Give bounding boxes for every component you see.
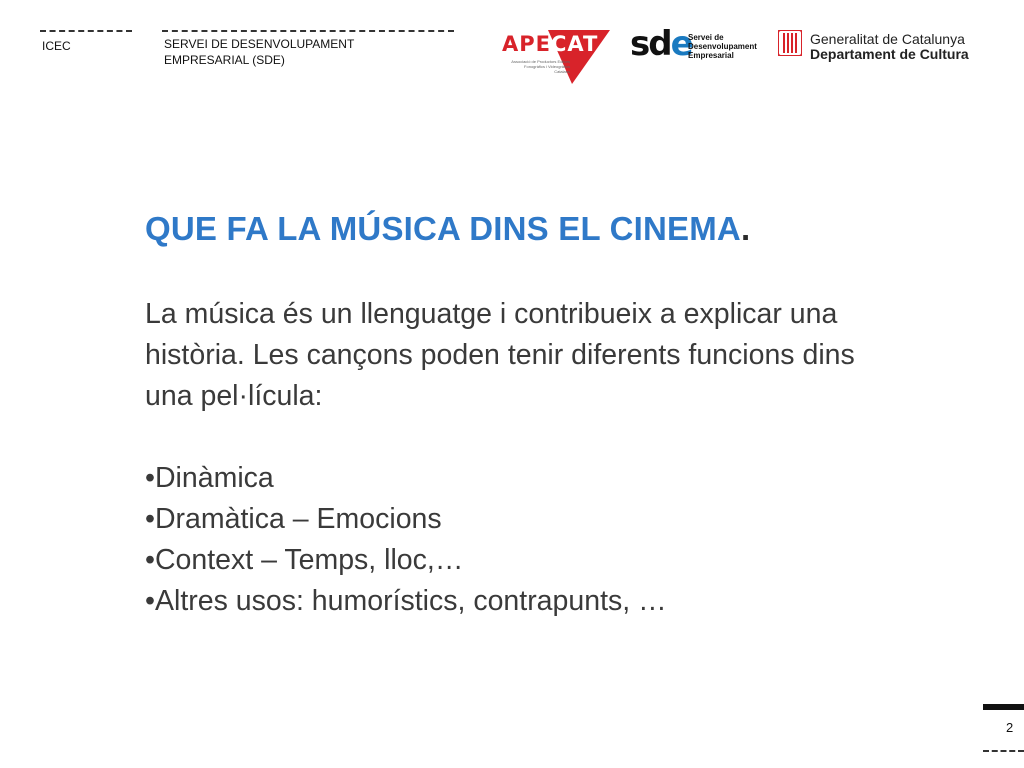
department-name: Departament de Cultura [810,46,969,62]
header-label-sde-line1: SERVEI DE DESENVOLUPAMENT [164,37,355,51]
sde-logo-line3: Empresarial [688,51,734,60]
generalitat-logo [778,30,998,62]
footer-rule [983,750,1024,752]
slide-body [145,294,885,622]
footer-bar [983,704,1024,710]
sde-logo-mark-e: e [670,24,692,64]
sde-logo-line2: Desenvolupament [688,42,757,51]
senyera-flag-icon [778,30,802,56]
slide-title-text: QUE FA LA MÚSICA DINS EL CINEMA [145,210,741,247]
sde-logo-mark: sd [630,24,671,64]
sde-logo-text [688,33,757,60]
bullet-item: •Context – Temps, lloc,… [145,544,464,576]
header-rule-center [162,30,454,32]
bullet-item: •Dramàtica – Emocions [145,503,442,535]
apecat-logo [500,28,612,86]
header-label-icec: ICEC [42,39,71,53]
sde-logo [630,24,760,64]
header-label-sde-line2: EMPRESARIAL (SDE) [164,53,285,67]
slide-title [145,210,750,248]
bullet-item: •Dinàmica [145,462,274,494]
apecat-logo-ape: APE [502,32,551,56]
header-label-sde [164,36,354,68]
slide-title-period: . [740,210,751,247]
bullet-item: •Altres usos: humorístics, contrapunts, … [145,585,667,617]
apecat-logo-subtitle: Associació de Productors Editors Fonogràfics i Videogràfics Catalans [511,59,570,74]
sde-logo-line1: Servei de [688,33,724,42]
intro-paragraph: La música és un llenguatge i contribueix a explicar una història. Les cançons poden tenir diferents funcions dins una pel·lícula: [145,298,855,412]
apecat-logo-cat: CAT [551,32,599,56]
generalitat-name: Generalitat de Catalunya [810,31,965,47]
page-number: 2 [1006,720,1014,735]
header-rule-left [40,30,132,32]
bullet-list [145,458,885,622]
